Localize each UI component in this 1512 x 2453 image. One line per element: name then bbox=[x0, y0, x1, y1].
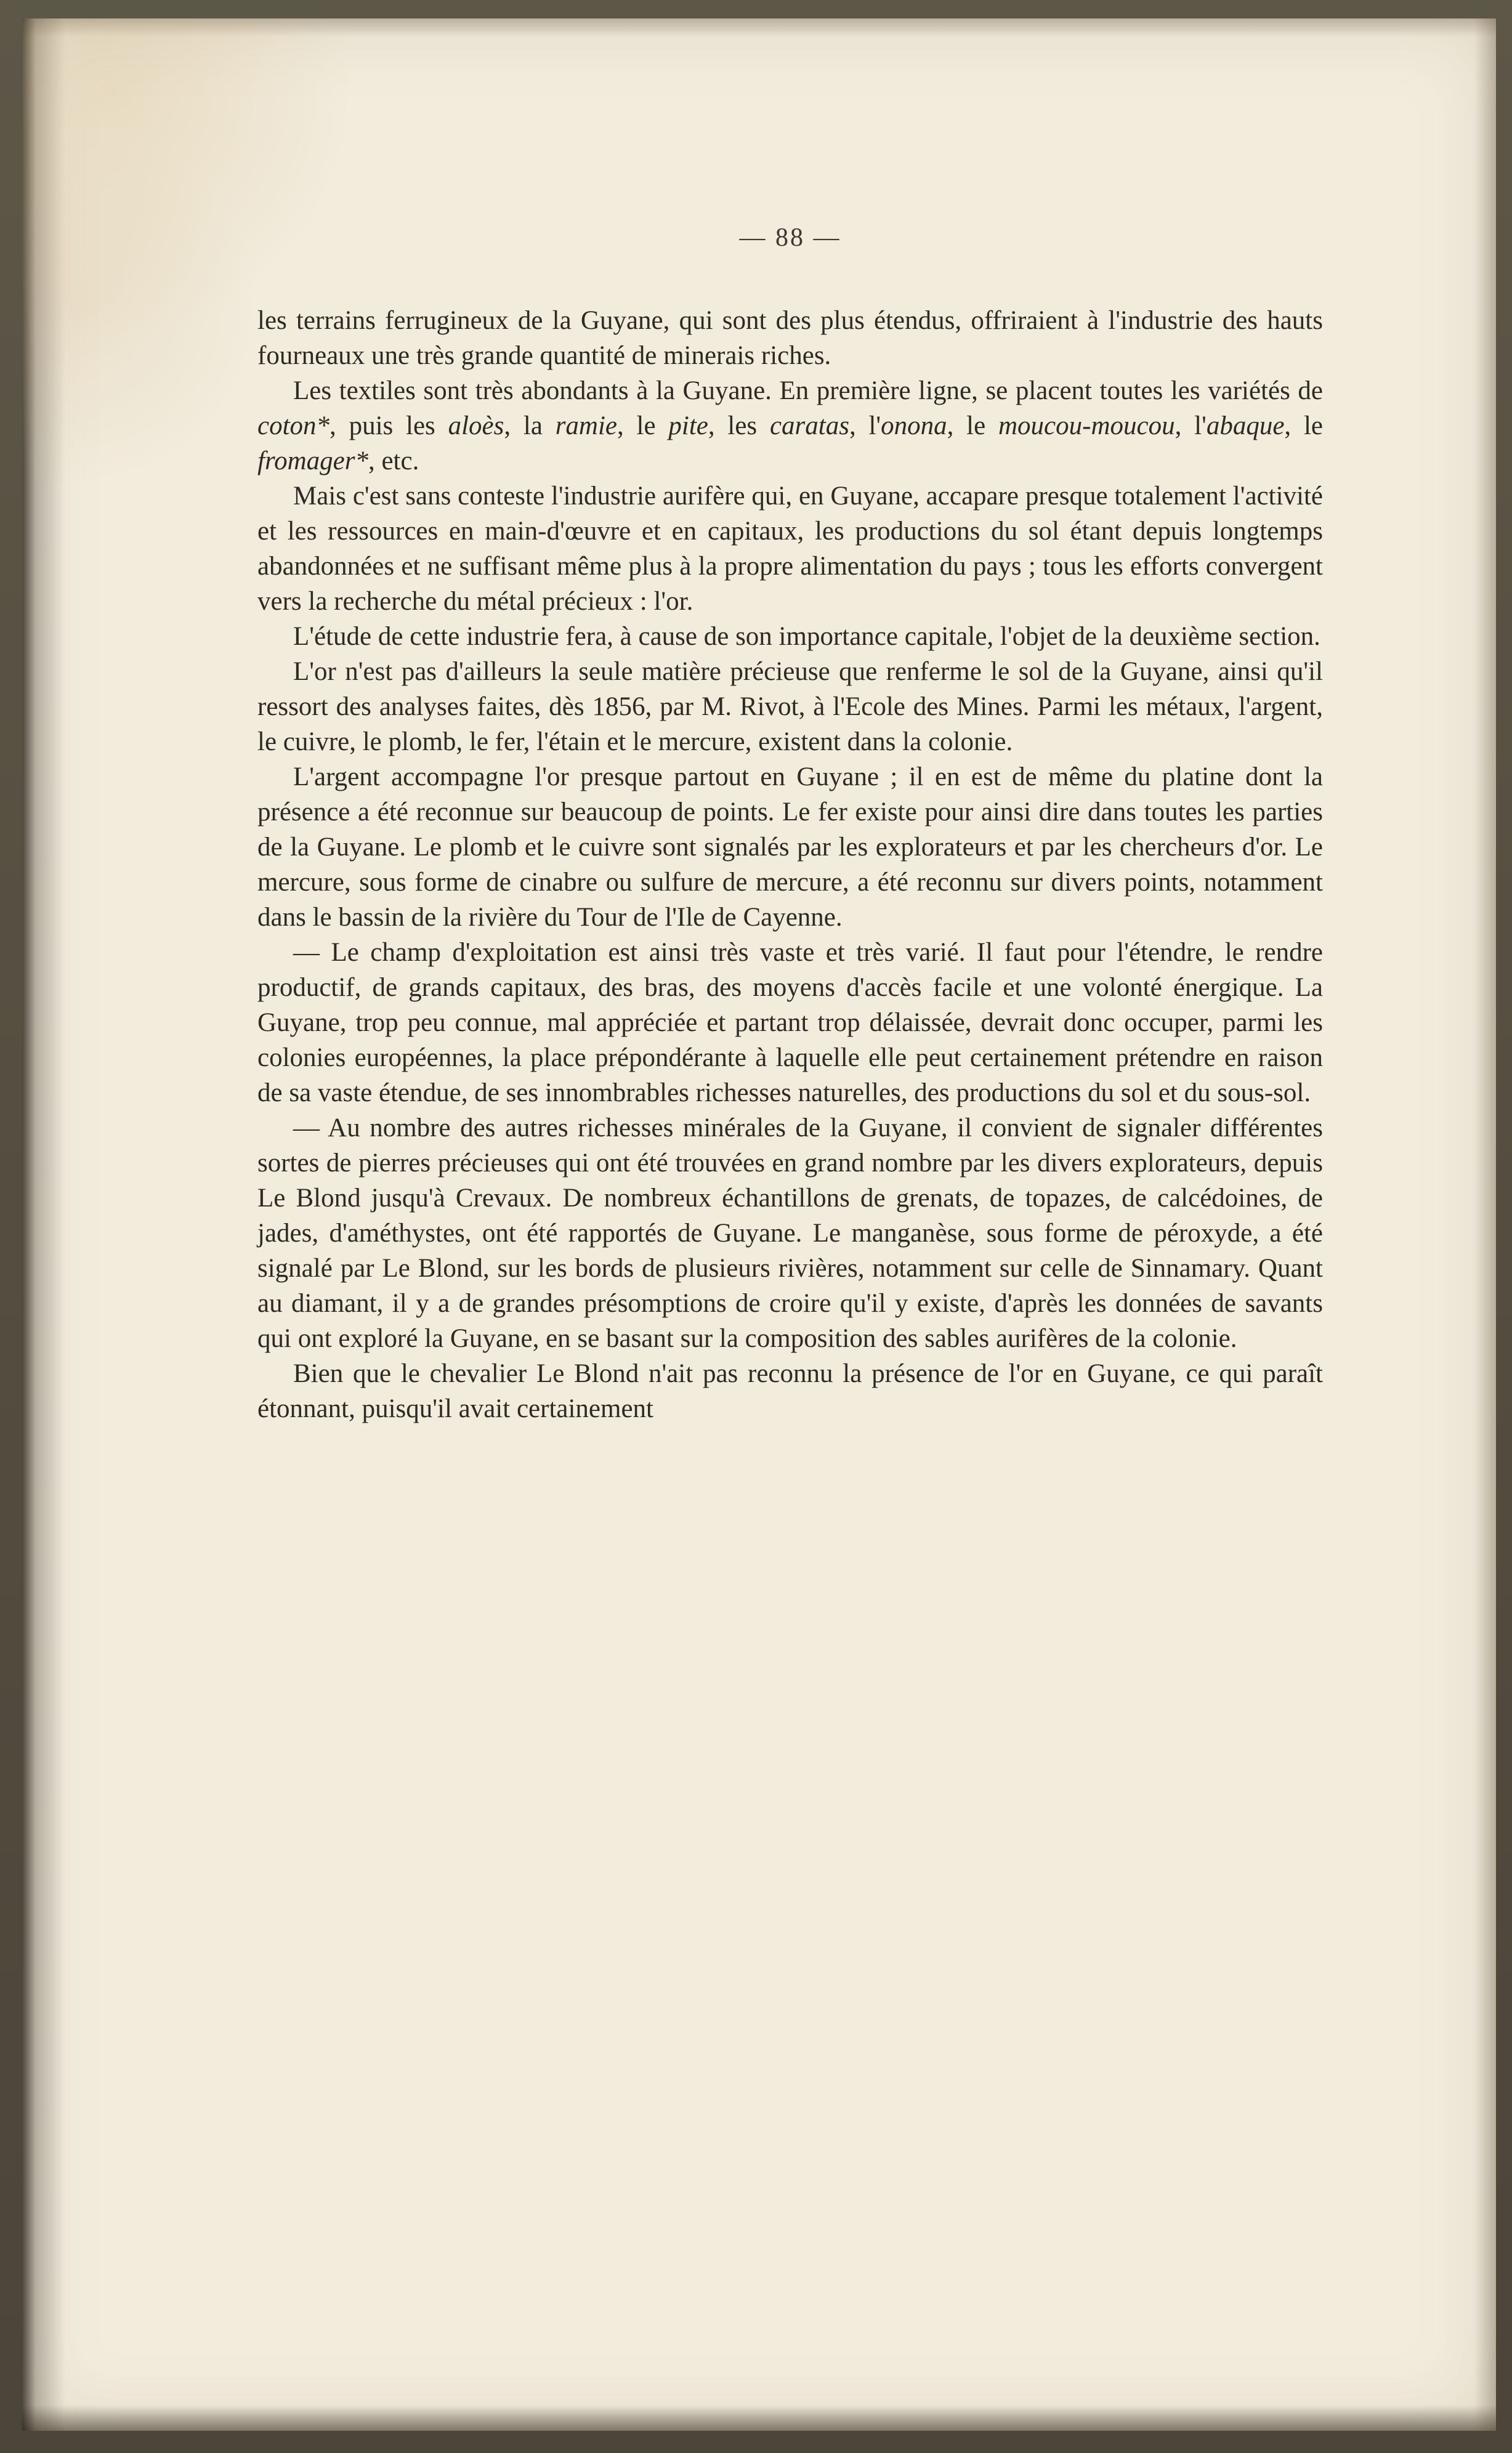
paragraph bbox=[257, 935, 1323, 1110]
text-segment: , le bbox=[1284, 411, 1323, 440]
italic-text-segment: caratas bbox=[769, 411, 849, 440]
text-segment: — Le champ d'exploitation est ainsi très vaste et très varié. Il faut pour l'étendre, le rendre productif, de grands capitaux, des bras, des moyens d'accès facile et une volonté énergique. La Guyane, trop peu connue, mal appréciée et partant trop délaissée, devrait donc occuper, parmi les colonies européennes, la place prépondérante à laquelle elle peut certainement prétendre en raison de sa vaste étendue, de ses innombrables richesses naturelles, des productions du sol et du sous-sol. bbox=[257, 938, 1323, 1107]
text-segment: , les bbox=[708, 411, 770, 440]
paragraph bbox=[257, 619, 1323, 654]
page-number: — 88 — bbox=[739, 224, 841, 252]
italic-text-segment: ramie bbox=[555, 411, 618, 440]
paper bbox=[22, 18, 1496, 2431]
italic-text-segment: abaque bbox=[1206, 411, 1285, 440]
text-block bbox=[257, 303, 1323, 1426]
text-segment: , la bbox=[504, 411, 556, 440]
text-segment: L'étude de cette industrie fera, à cause de son importance capitale, l'objet de la deuxième section. bbox=[293, 622, 1320, 651]
italic-text-segment: pite bbox=[668, 411, 708, 440]
paragraph bbox=[257, 759, 1323, 935]
text-segment: Bien que le chevalier Le Blond n'ait pas reconnu la présence de l'or en Guyane, ce qui paraît étonnant, puisqu'il avait certainement bbox=[257, 1359, 1323, 1423]
text-segment: , le bbox=[947, 411, 998, 440]
text-segment: les terrains ferrugineux de la Guyane, qui sont des plus étendus, offriraient à l'industrie des hauts fourneaux une très grande quantité de minerais riches. bbox=[257, 306, 1323, 370]
paragraph bbox=[257, 373, 1323, 479]
text-segment: , l' bbox=[849, 411, 881, 440]
text-segment: L'or n'est pas d'ailleurs la seule matière précieuse que renferme le sol de la Guyane, ainsi qu'il ressort des analyses faites, dès 1856, par M. Rivot, à l'Ecole des Mines. Parmi les métaux, l'argent, le cuivre, le plomb, le fer, l'étain et le mercure, existent dans la colonie. bbox=[257, 657, 1323, 756]
italic-text-segment: aloès bbox=[448, 411, 504, 440]
italic-text-segment: fromager* bbox=[257, 447, 368, 475]
paragraph bbox=[257, 1110, 1323, 1356]
paragraph bbox=[257, 654, 1323, 759]
italic-text-segment: onona bbox=[881, 411, 947, 440]
paragraph bbox=[257, 1356, 1323, 1426]
paragraph bbox=[257, 303, 1323, 373]
text-segment: Mais c'est sans conteste l'industrie aurifère qui, en Guyane, accapare presque totalement l'activité et les ressources en main-d'œuvre et en capitaux, les productions du sol étant depuis longtemps abandonnées et ne suffisant même plus à la propre alimentation du pays ; tous les efforts convergent vers la recherche du métal précieux : l'or. bbox=[257, 482, 1323, 616]
text-segment: , l' bbox=[1174, 411, 1207, 440]
text-segment: , puis les bbox=[329, 411, 448, 440]
text-segment: Les textiles sont très abondants à la Guyane. En première ligne, se placent toutes les variétés de bbox=[293, 376, 1323, 405]
text-segment: , etc. bbox=[368, 447, 419, 475]
italic-text-segment: coton* bbox=[257, 411, 330, 440]
text-segment: L'argent accompagne l'or presque partout en Guyane ; il en est de même du platine dont la présence a été reconnue sur beaucoup de points. Le fer existe pour ainsi dire dans toutes les parties de la Guyane. Le plomb et le cuivre sont signalés par les explorateurs et par les chercheurs d'or. Le mercure, sous forme de cinabre ou sulfure de mercure, a été reconnu sur divers points, notamment dans le bassin de la rivière du Tour de l'Ile de Cayenne. bbox=[257, 762, 1323, 932]
italic-text-segment: moucou-moucou bbox=[998, 411, 1175, 440]
text-segment: — Au nombre des autres richesses minérales de la Guyane, il convient de signaler différentes sortes de pierres précieuses qui ont été trouvées en grand nombre par les divers explorateurs, depuis Le Blond jusqu'à Crevaux. De nombreux échantillons de grenats, de topazes, de calcédoines, de jades, d'améthystes, ont été rapportés de Guyane. Le manganèse, sous forme de péroxyde, a été signalé par Le Blond, sur les bords de plusieurs rivières, notamment sur celle de Sinnamary. Quant au diamant, il y a de grandes présomptions de croire qu'il y existe, d'après les données de savants qui ont exploré la Guyane, en se basant sur la composition des sables aurifères de la colonie. bbox=[257, 1113, 1323, 1353]
text-segment: , le bbox=[617, 411, 669, 440]
paragraph bbox=[257, 479, 1323, 619]
